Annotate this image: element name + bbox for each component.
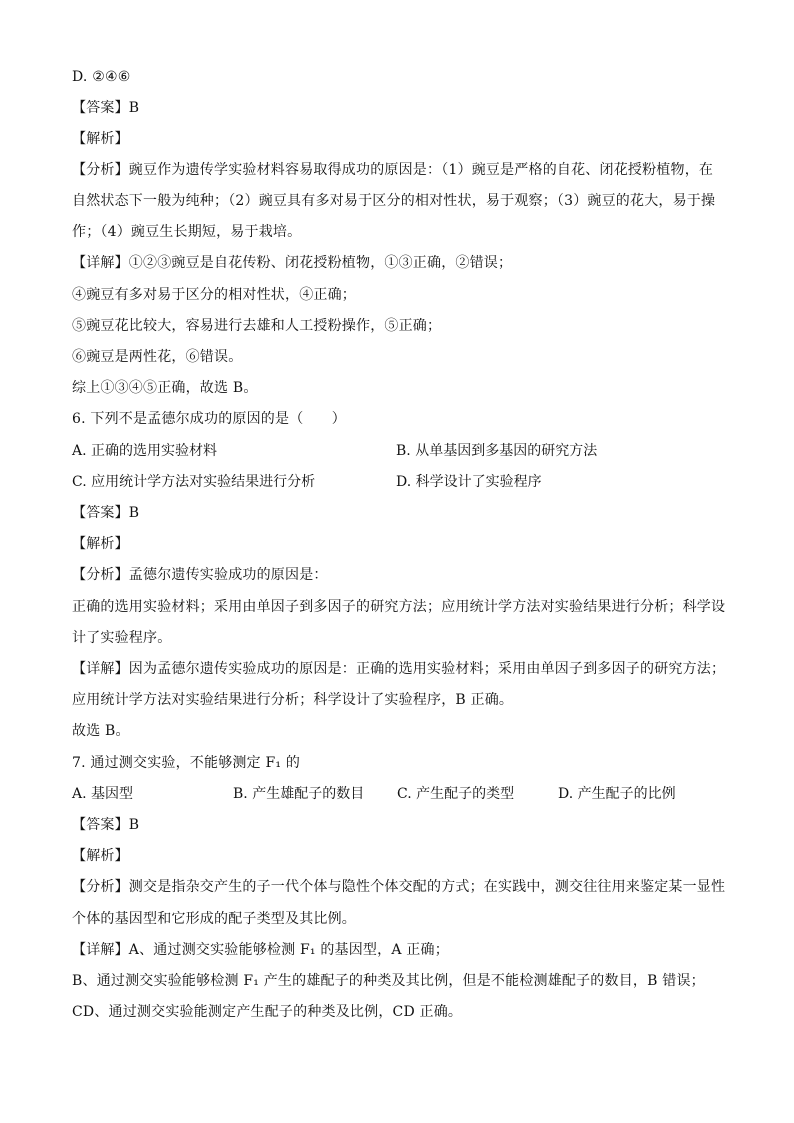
q6-answer: 【答案】B bbox=[72, 505, 140, 521]
q5-analysis-line: 作；（4）豌豆生长期短，易于栽培。 bbox=[72, 224, 302, 240]
q5-analysis-line: 自然状态下一般为纯种；（2）豌豆具有多对易于区分的相对性状，易于观察；（3）豌豆的花大，易于操 bbox=[72, 193, 716, 209]
q5-analysis-heading: 【解析】 bbox=[72, 131, 129, 147]
q6-analysis-heading: 【解析】 bbox=[72, 536, 129, 552]
q6-option-d: D. 科学设计了实验程序 bbox=[396, 474, 542, 490]
q7-analysis-line: 【分析】测交是指杂交产生的子一代个体与隐性个体交配的方式；在实践中，测交往往用来鉴定某一显性 bbox=[72, 879, 726, 895]
q7-option-d: D. 产生配子的比例 bbox=[558, 786, 676, 802]
q5-detail-line: ⑥豌豆是两性花，⑥错误。 bbox=[72, 349, 243, 365]
q7-detail-line: B、通过测交实验能够检测 F₁ 产生的雄配子的种类及其比例，但是不能检测雄配子的数目，B 错误； bbox=[72, 973, 705, 989]
q5-analysis-line: 【分析】豌豆作为遗传学实验材料容易取得成功的原因是：（1）豌豆是严格的自花、闭花授粉植物，在 bbox=[72, 162, 714, 178]
q6-option-a: A. 正确的选用实验材料 bbox=[72, 443, 218, 459]
q6-analysis-line: 计了实验程序。 bbox=[72, 630, 172, 646]
q6-detail-line: 【详解】因为孟德尔遗传实验成功的原因是：正确的选用实验材料；采用由单因子到多因子的研究方法； bbox=[72, 661, 726, 677]
q6-analysis-line: 【分析】孟德尔遗传实验成功的原因是： bbox=[72, 567, 328, 583]
q6-option-c: C. 应用统计学方法对实验结果进行分析 bbox=[72, 474, 316, 490]
q5-conclusion: 综上①③④⑤正确，故选 B。 bbox=[72, 380, 258, 396]
q6-option-b: B. 从单基因到多基因的研究方法 bbox=[396, 443, 598, 459]
q7-option-a: A. 基因型 bbox=[72, 786, 134, 802]
q5-answer: 【答案】B bbox=[72, 100, 140, 116]
q7-stem: 7. 通过测交实验，不能够测定 F₁ 的 bbox=[72, 755, 301, 771]
q5-detail-line: 【详解】①②③豌豆是自花传粉、闭花授粉植物，①③正确，②错误； bbox=[72, 255, 513, 271]
q7-analysis-heading: 【解析】 bbox=[72, 848, 129, 864]
q7-detail-line: CD、通过测交实验能测定产生配子的种类及比例，CD 正确。 bbox=[72, 1004, 463, 1020]
q6-conclusion: 故选 B。 bbox=[72, 723, 130, 739]
q7-option-c: C. 产生配子的类型 bbox=[397, 786, 515, 802]
q6-detail-line: 应用统计学方法对实验结果进行分析；科学设计了实验程序，B 正确。 bbox=[72, 692, 514, 708]
q7-option-b: B. 产生雄配子的数目 bbox=[233, 786, 365, 802]
q7-answer: 【答案】B bbox=[72, 817, 140, 833]
q5-detail-line: ⑤豌豆花比较大，容易进行去雄和人工授粉操作，⑤正确； bbox=[72, 318, 442, 334]
q7-analysis-line: 个体的基因型和它形成的配子类型及其比例。 bbox=[72, 911, 356, 927]
q7-detail-line: 【详解】A、通过测交实验能够检测 F₁ 的基因型，A 正确； bbox=[72, 942, 449, 958]
q5-option-d: D. ②④⑥ bbox=[72, 69, 131, 85]
q5-detail-line: ④豌豆有多对易于区分的相对性状，④正确； bbox=[72, 287, 356, 303]
q6-stem: 6. 下列不是孟德尔成功的原因的是（ ） bbox=[72, 411, 347, 427]
q6-analysis-line: 正确的选用实验材料；采用由单因子到多因子的研究方法；应用统计学方法对实验结果进行分析；科学设 bbox=[72, 599, 726, 615]
